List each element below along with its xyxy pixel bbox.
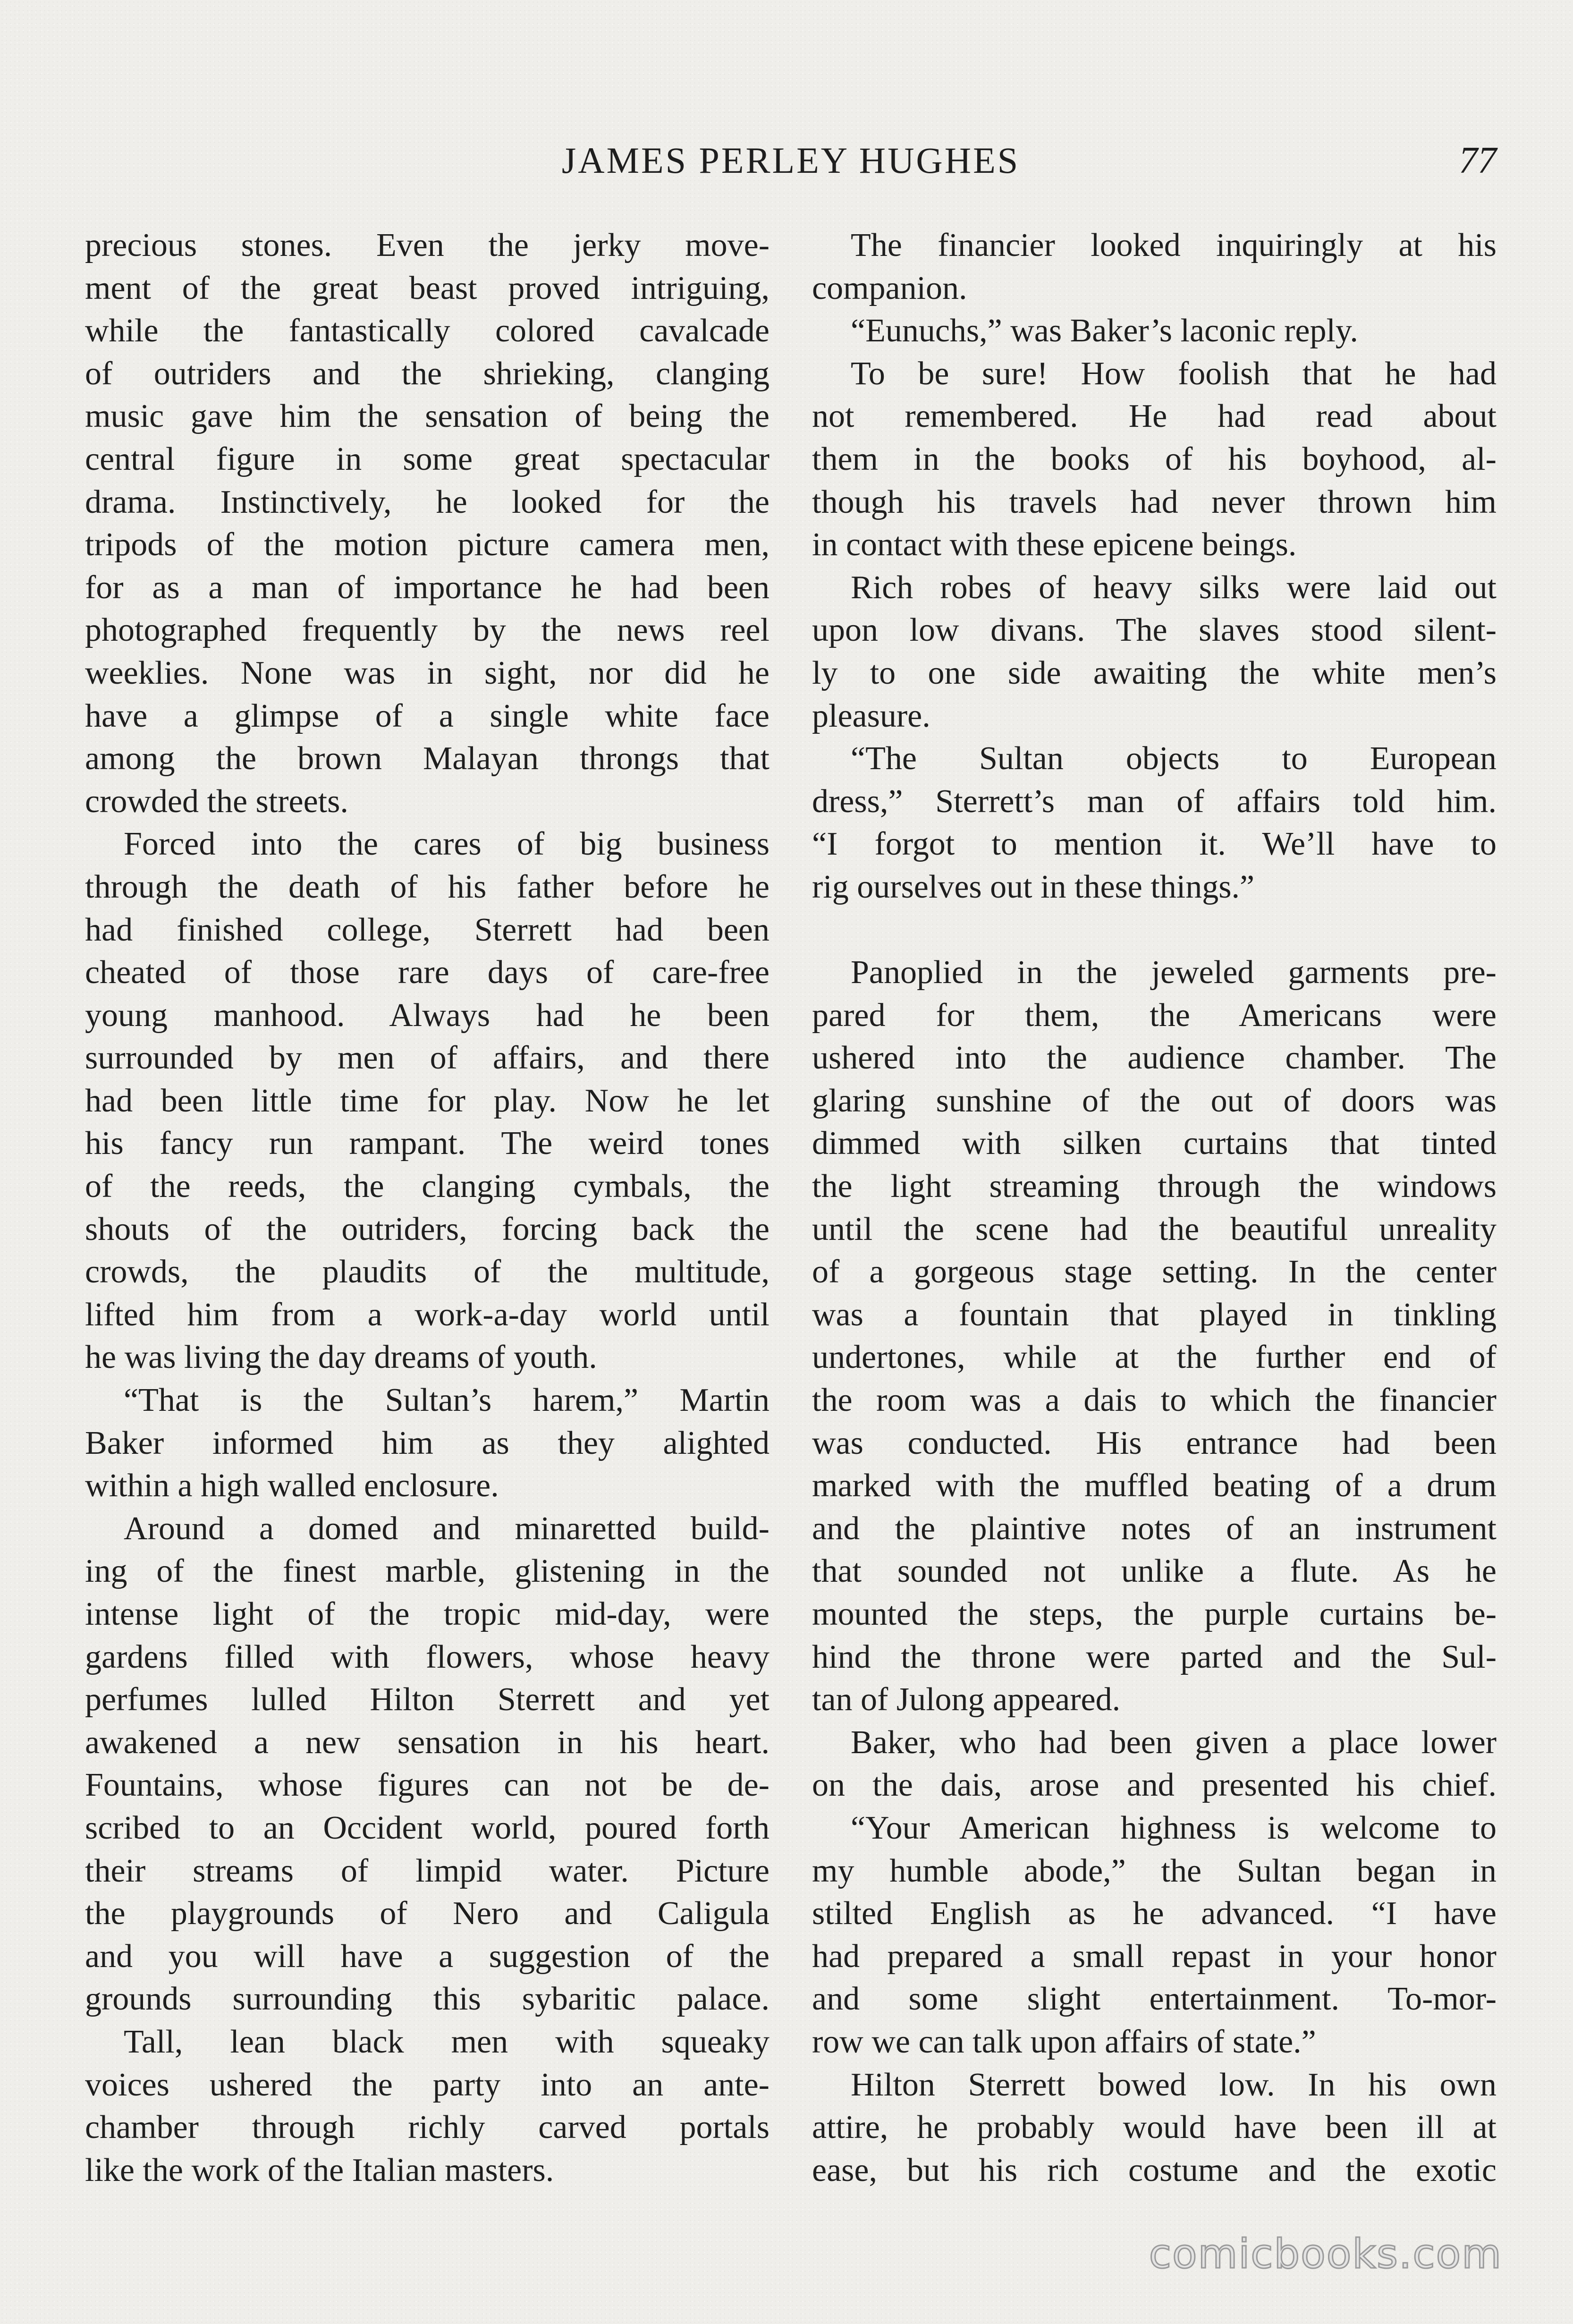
text-line: that sounded not unlike a flute. As he [812, 1553, 1497, 1590]
text-line: chamber through richly carved portals [85, 2109, 770, 2146]
text-line: music gave him the sensation of being the [85, 398, 770, 435]
text-line: “Eunuchs,” was Baker’s laconic reply. [851, 313, 1358, 349]
page-number: 77 [1459, 140, 1497, 181]
text-line: central figure in some great spectacular [85, 441, 770, 477]
text-line: To be sure! How foolish that he had [851, 355, 1497, 392]
text-line: drama. Instinctively, he looked for the [85, 483, 770, 520]
text-line: of outriders and the shrieking, clanging [85, 355, 770, 392]
text-line: surrounded by men of affairs, and there [85, 1040, 770, 1077]
text-line: pared for them, the Americans were [812, 997, 1497, 1034]
text-line: on the dais, arose and presented his chief. [812, 1767, 1497, 1804]
text-line: of the reeds, the clanging cymbals, the [85, 1168, 770, 1205]
text-line: scribed to an Occident world, poured forth [85, 1809, 770, 1846]
text-line: Panoplied in the jeweled garments pre- [851, 954, 1497, 991]
text-line: was a fountain that played in tinkling [812, 1296, 1497, 1333]
text-line: had finished college, Sterrett had been [85, 911, 770, 948]
text-line: Rich robes of heavy silks were laid out [851, 569, 1497, 606]
text-line: and some slight entertainment. To-mor- [812, 1981, 1497, 2018]
text-line: undertones, while at the further end of [812, 1339, 1497, 1376]
text-line: my humble abode,” the Sultan began in [812, 1852, 1497, 1889]
text-line: for as a man of importance he had been [85, 569, 770, 606]
text-line: dimmed with silken curtains that tinted [812, 1125, 1497, 1162]
text-line: Around a domed and minaretted build- [124, 1510, 770, 1547]
text-line: though his travels had never thrown him [812, 483, 1497, 520]
text-line: tan of Julong appeared. [812, 1681, 1121, 1718]
watermark: comicbooks.com [1149, 2231, 1502, 2278]
text-line: intense light of the tropic mid-day, were [85, 1596, 770, 1632]
page-header [85, 135, 1497, 187]
text-line: had been little time for play. Now he let [85, 1082, 770, 1119]
text-line: companion. [812, 270, 967, 306]
text-line: within a high walled enclosure. [85, 1467, 499, 1504]
text-line: perfumes lulled Hilton Sterrett and yet [85, 1681, 770, 1718]
text-line: crowds, the plaudits of the multitude, [85, 1254, 770, 1290]
text-line: crowded the streets. [85, 783, 348, 820]
text-line: and the plaintive notes of an instrument [812, 1510, 1497, 1547]
text-line: ing of the finest marble, glistening in the [85, 1553, 770, 1590]
text-line: lifted him from a work-a-day world until [85, 1296, 770, 1333]
left-text-column [85, 224, 770, 2192]
text-line: “The Sultan objects to European [851, 740, 1497, 777]
text-line: photographed frequently by the news reel [85, 612, 770, 649]
text-line: precious stones. Even the jerky move- [85, 227, 770, 263]
text-line: in contact with these epicene beings. [812, 526, 1297, 563]
text-line: hind the throne were parted and the Sul- [812, 1638, 1497, 1675]
text-line: cheated of those rare days of care-free [85, 954, 770, 991]
text-line: awakened a new sensation in his heart. [85, 1724, 770, 1761]
text-line: “That is the Sultan’s harem,” Martin [124, 1382, 770, 1419]
text-line: glaring sunshine of the out of doors was [812, 1082, 1497, 1119]
text-line: while the fantastically colored cavalcade [85, 313, 770, 349]
text-line: stilted English as he advanced. “I have [812, 1895, 1497, 1932]
text-line: “Your American highness is welcome to [851, 1809, 1497, 1846]
text-line: marked with the muffled beating of a drum [812, 1467, 1497, 1504]
text-line: shouts of the outriders, forcing back the [85, 1211, 770, 1247]
text-line: ment of the great beast proved intriguing, [85, 270, 770, 306]
text-line: tripods of the motion picture camera men, [85, 526, 770, 563]
text-line: “I forgot to mention it. We’ll have to [812, 826, 1497, 863]
text-line: was conducted. His entrance had been [812, 1425, 1497, 1461]
right-text-column [812, 224, 1497, 2192]
text-line: ly to one side awaiting the white men’s [812, 654, 1497, 691]
text-line: Baker, who had been given a place lower [851, 1724, 1497, 1761]
text-line: attire, he probably would have been ill at [812, 2109, 1497, 2146]
text-line: young manhood. Always had he been [85, 997, 770, 1034]
running-title: JAMES PERLEY HUGHES [561, 140, 1020, 181]
text-line: upon low divans. The slaves stood silent- [812, 612, 1497, 649]
text-line: row we can talk upon affairs of state.” [812, 2023, 1316, 2060]
text-line: them in the books of his boyhood, al- [812, 441, 1497, 477]
text-line: mounted the steps, the purple curtains be- [812, 1596, 1497, 1632]
text-line: until the scene had the beautiful unreality [812, 1211, 1497, 1247]
text-line: voices ushered the party into an ante- [85, 2066, 770, 2103]
text-line: Fountains, whose figures can not be de- [85, 1767, 770, 1804]
text-line: not remembered. He had read about [812, 398, 1497, 435]
text-line: his fancy run rampant. The weird tones [85, 1125, 770, 1162]
text-line: weeklies. None was in sight, nor did he [85, 654, 770, 691]
text-line: their streams of limpid water. Picture [85, 1852, 770, 1889]
text-line: Forced into the cares of big business [124, 826, 770, 863]
text-line: and you will have a suggestion of the [85, 1938, 770, 1975]
text-line: The financier looked inquiringly at his [851, 227, 1497, 263]
text-line: he was living the day dreams of youth. [85, 1339, 597, 1376]
text-line: the room was a dais to which the financier [812, 1382, 1497, 1419]
text-line: have a glimpse of a single white face [85, 697, 770, 734]
text-line: grounds surrounding this sybaritic palace. [85, 1981, 770, 2018]
text-line: ushered into the audience chamber. The [812, 1040, 1497, 1077]
text-line: the light streaming through the windows [812, 1168, 1497, 1205]
text-line: ease, but his rich costume and the exotic [812, 2152, 1497, 2188]
text-line: the playgrounds of Nero and Caligula [85, 1895, 770, 1932]
text-line: pleasure. [812, 697, 930, 734]
text-line: Hilton Sterrett bowed low. In his own [851, 2066, 1497, 2103]
text-line: dress,” Sterrett’s man of affairs told him. [812, 783, 1497, 820]
text-line: like the work of the Italian masters. [85, 2152, 554, 2188]
text-line: through the death of his father before he [85, 868, 770, 905]
text-line: of a gorgeous stage setting. In the center [812, 1254, 1497, 1290]
text-line: rig ourselves out in these things.” [812, 868, 1255, 905]
text-line: gardens filled with flowers, whose heavy [85, 1638, 770, 1675]
text-line: Baker informed him as they alighted [85, 1425, 770, 1461]
text-line: had prepared a small repast in your honor [812, 1938, 1497, 1975]
text-line: Tall, lean black men with squeaky [124, 2023, 770, 2060]
section-break [812, 909, 1497, 952]
text-line: among the brown Malayan throngs that [85, 740, 770, 777]
